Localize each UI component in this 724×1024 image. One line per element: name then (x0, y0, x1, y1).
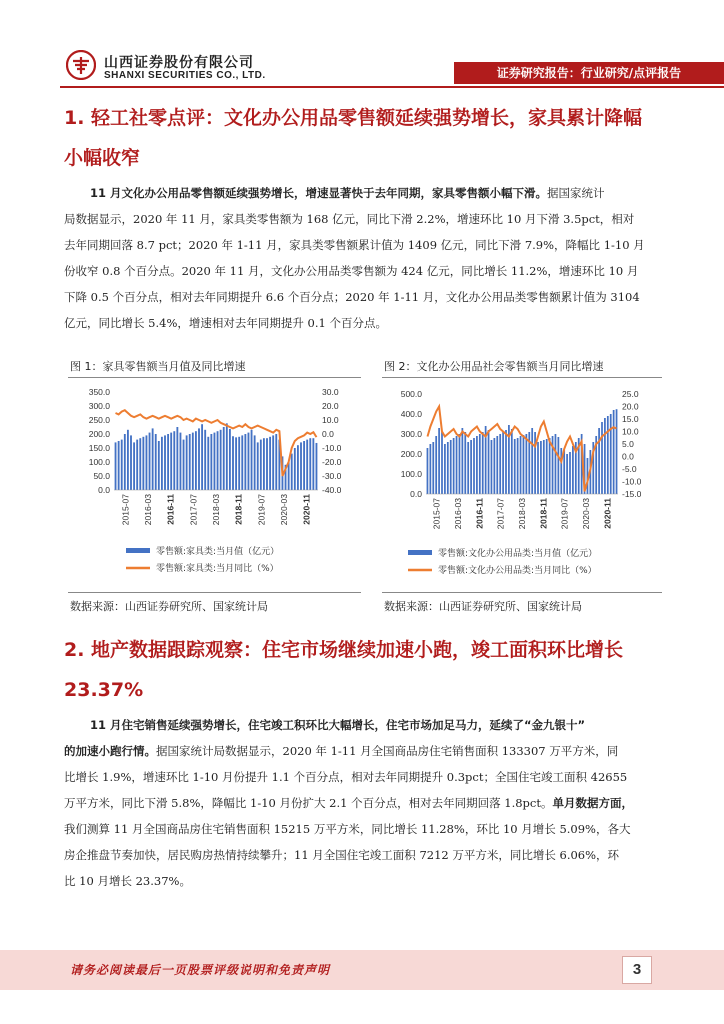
bar-value (502, 432, 504, 494)
bar-value (312, 438, 314, 490)
section2-line4: 万平方米，同比下滑 5.8%，降幅比 1-10 月份扩大 2.1 个百分点，相对去年同期回落 1.8pct。 (64, 796, 553, 810)
right-axis-tick-label: 5.0 (622, 439, 634, 449)
bar-value (214, 433, 216, 490)
bar-value (438, 428, 440, 494)
section1-title-line2: 小幅收窄 (64, 147, 141, 169)
bar-value (427, 448, 429, 494)
x-axis-tick-label: 2018-11 (538, 498, 549, 529)
bar-value (229, 429, 231, 490)
figure1-source: 数据来源：山西证券研究所、国家统计局 (70, 600, 268, 613)
section2-line3: 比增长 1.9%，增速环比 1-10 月份提升 1.1 个百分点，相对去年同期提升 0.3pct；全国住宅竣工面积 42655 (64, 770, 628, 784)
bar-value (488, 430, 490, 494)
bar-value (204, 430, 206, 490)
right-axis-tick-label: 0.0 (322, 429, 334, 439)
section1-line1: 据国家统计 (547, 186, 605, 200)
bar-value (514, 439, 516, 494)
left-axis-tick-label: 200.0 (400, 449, 422, 459)
x-axis-tick-label: 2015-07 (431, 498, 442, 530)
figure1-top-rule (68, 377, 361, 378)
left-axis-tick-label: 300.0 (88, 401, 110, 411)
section2-title (64, 630, 664, 710)
section2-lead-cont: 的加速小跑行情。 (64, 744, 156, 758)
bar-value (479, 434, 481, 494)
bar-value (297, 445, 299, 490)
page-number: 3 (622, 956, 652, 984)
x-axis-tick-label: 2017-07 (188, 494, 199, 526)
bar-value (198, 428, 200, 490)
bar-value (537, 442, 539, 494)
company-name-en: SHANXI SECURITIES CO., LTD. (104, 70, 266, 81)
figure2-title: 图 2：文化办公用品社会零售额当月同比增速 (384, 360, 604, 373)
bar-value (158, 441, 160, 490)
bar-value (127, 430, 129, 490)
bar-value (429, 444, 431, 494)
bar-value (543, 440, 545, 494)
bar-value (217, 431, 219, 490)
bar-value (183, 440, 185, 490)
bar-value (549, 438, 551, 494)
bar-value (441, 432, 443, 494)
figure1-bottom-rule (68, 592, 361, 593)
right-axis-tick-label: 0.0 (622, 451, 634, 462)
bar-value (152, 428, 154, 490)
bar-value (266, 438, 268, 490)
bar-value (555, 434, 557, 494)
bar-value (272, 435, 274, 490)
report-type-banner: 证券研究报告：行业研究/点评报告 (454, 62, 724, 84)
bar-value (201, 424, 203, 490)
header-divider (60, 86, 724, 88)
x-axis-tick-label: 2019-07 (559, 498, 570, 530)
bar-value (470, 440, 472, 494)
bar-value (511, 429, 513, 494)
bar-value (482, 432, 484, 494)
right-axis-tick-label: 20.0 (622, 401, 639, 412)
section1-title (64, 98, 664, 178)
bar-value (566, 454, 568, 494)
section2-line2: 据国家统计局数据显示，2020 年 1-11 月全国商品房住宅销售面积 133307 万平方米，同 (156, 744, 619, 758)
bar-value (476, 436, 478, 494)
bar-value (604, 418, 606, 494)
section1-line4: 份收窄 0.8 个百分点。2020 年 11 月，文化办公用品类零售额为 424 亿元，同比增长 11.2%，增速环比 10 月 (64, 264, 639, 278)
x-axis-tick-label: 2017-07 (495, 498, 506, 530)
bar-value (499, 434, 501, 494)
left-axis-tick-label: 0.0 (410, 489, 422, 499)
bar-value (517, 438, 519, 494)
left-axis-tick-label: 250.0 (88, 415, 110, 425)
bar-value (189, 434, 191, 490)
bar-value (456, 436, 458, 494)
bar-value (238, 437, 240, 490)
page-footer (0, 950, 724, 990)
left-axis-tick-label: 400.0 (400, 409, 422, 419)
bar-value (275, 434, 277, 490)
bar-value (263, 438, 265, 490)
company-name-cn: 山西证券股份有限公司 (104, 55, 254, 71)
bar-value (124, 434, 126, 490)
bar-value (607, 416, 609, 494)
bar-value (288, 462, 290, 490)
section2-line4-bold: 单月数据方面， (552, 796, 633, 810)
x-axis-tick-label: 2020-11 (301, 494, 312, 525)
bar-value (176, 427, 178, 490)
x-axis-tick-label: 2019-07 (256, 494, 267, 526)
x-axis-tick-label: 2020-03 (279, 494, 289, 526)
legend-bar-swatch (126, 548, 150, 553)
section2-title-line1: 2. 地产数据跟踪观察：住宅市场继续加速小跑，竣工面积环比增长 (64, 639, 624, 661)
bar-value (139, 438, 141, 490)
bar-value (170, 433, 172, 490)
bar-value (186, 435, 188, 490)
left-axis-tick-label: 50.0 (93, 471, 110, 481)
bar-value (540, 441, 542, 494)
right-axis-tick-label: 25.0 (622, 389, 639, 399)
footer-disclaimer: 请务必阅读最后一页股票评级说明和免责声明 (70, 963, 331, 977)
left-axis-tick-label: 500.0 (400, 389, 422, 399)
bar-value (447, 442, 449, 494)
bar-value (244, 434, 246, 490)
x-axis-tick-label: 2016-03 (453, 498, 463, 530)
bar-value (461, 428, 463, 494)
section2-lead: 11 月住宅销售延续强势增长，住宅竣工积环比大幅增长，住宅市场加足马力，延续了“金九银十” (90, 718, 586, 732)
bar-value (149, 433, 151, 490)
figure2-chart (382, 380, 662, 592)
section2-line6: 房企推盘节奏加快，居民购房热情持续攀升；11 月全国住宅竣工面积 7212 万平方米，同比增长 6.06%，环 (64, 848, 620, 862)
bar-value (610, 414, 612, 494)
bar-value (453, 438, 455, 494)
section1-title-line1: 1. 轻工社零点评：文化办公用品零售额延续强势增长，家具累计降幅 (64, 107, 643, 129)
right-axis-tick-label: 30.0 (322, 387, 339, 397)
x-axis-tick-label: 2020-11 (602, 498, 613, 529)
right-axis-tick-label: 20.0 (322, 401, 339, 411)
figure1-chart (68, 380, 361, 592)
bar-value (467, 442, 469, 494)
bar-value (598, 428, 600, 494)
section2-paragraph (64, 712, 660, 894)
bar-value (294, 448, 296, 490)
bar-value (303, 441, 305, 490)
bar-value (133, 442, 135, 490)
right-axis-tick-label: -10.0 (622, 476, 642, 487)
bar-value (241, 435, 243, 490)
bar-value (257, 442, 259, 490)
x-axis-tick-label: 2018-11 (233, 494, 244, 525)
right-axis-tick-label: -40.0 (322, 485, 342, 495)
x-axis-tick-label: 2016-11 (474, 498, 485, 529)
legend-bar-swatch (408, 550, 432, 555)
bar-value (195, 431, 197, 490)
right-axis-tick-label: -20.0 (322, 457, 342, 467)
left-axis-tick-label: 100.0 (400, 469, 422, 479)
bar-value (525, 434, 527, 494)
bar-value (432, 442, 434, 494)
bar-value (115, 442, 117, 490)
x-axis-tick-label: 2018-03 (211, 494, 221, 526)
bar-value (546, 439, 548, 494)
bar-value (173, 431, 175, 490)
x-axis-tick-label: 2018-03 (517, 498, 527, 530)
right-axis-tick-label: -5.0 (622, 464, 637, 474)
bar-value (254, 435, 256, 490)
figure2-top-rule (382, 377, 662, 378)
bar-value (444, 444, 446, 494)
section1-paragraph (64, 180, 660, 336)
right-axis-tick-label: -15.0 (622, 489, 642, 499)
x-axis-tick-label: 2016-11 (165, 494, 176, 525)
left-axis-tick-label: 350.0 (88, 387, 110, 397)
legend-line-label: 零售额:家具类:当月同比（%） (156, 564, 279, 574)
bar-value (572, 446, 574, 494)
left-axis-tick-label: 150.0 (88, 443, 110, 453)
bar-value (496, 436, 498, 494)
company-logo-icon (66, 50, 96, 80)
right-axis-tick-label: -30.0 (322, 471, 342, 481)
left-axis-tick-label: 300.0 (400, 429, 422, 439)
bar-value (613, 410, 615, 494)
bar-value (161, 437, 163, 490)
bar-value (557, 437, 559, 494)
section1-line3: 去年同期回落 8.7 pct；2020 年 1-11 月，家具类零售额累计值为 1409 亿元，同比下滑 7.9%，降幅比 1-10 月 (64, 238, 645, 252)
bar-value (269, 437, 271, 490)
bar-value (220, 430, 222, 490)
bar-value (531, 428, 533, 494)
left-axis-tick-label: 200.0 (88, 429, 110, 439)
bar-value (155, 434, 157, 490)
bar-value (207, 437, 209, 490)
bar-value (520, 436, 522, 494)
bar-value (493, 438, 495, 494)
figure2-source: 数据来源：山西证券研究所、国家统计局 (384, 600, 582, 613)
legend-line-label: 零售额:文化办公用品类:当月同比（%） (438, 566, 597, 576)
bar-value (164, 435, 166, 490)
bar-value (142, 437, 144, 490)
bar-value (459, 434, 461, 494)
bar-value (523, 435, 525, 494)
bar-value (251, 430, 253, 490)
bar-value (569, 452, 571, 494)
bar-value (464, 432, 466, 494)
bar-value (601, 422, 603, 494)
bar-value (136, 440, 138, 490)
bar-value (235, 437, 237, 490)
bar-value (450, 440, 452, 494)
bar-value (167, 434, 169, 490)
bar-value (130, 435, 132, 490)
bar-value (300, 442, 302, 490)
section1-lead: 11 月文化办公用品零售额延续强势增长，增速显著快于去年同期，家具零售额小幅下滑。 (90, 186, 548, 200)
section2-title-line2: 23.37% (64, 679, 144, 701)
bar-value (306, 440, 308, 490)
x-axis-tick-label: 2015-07 (120, 494, 131, 526)
bar-value (616, 409, 618, 494)
bar-value (435, 436, 437, 494)
bar-value (146, 435, 148, 490)
figure1-title: 图 1：家具零售额当月值及同比增速 (70, 360, 246, 373)
bar-value (473, 438, 475, 494)
bar-value (316, 443, 318, 490)
x-axis-tick-label: 2020-03 (581, 498, 591, 530)
right-axis-tick-label: 15.0 (622, 414, 639, 424)
bar-value (210, 434, 212, 490)
section2-line7: 比 10 月增长 23.37%。 (64, 874, 191, 888)
bar-value (118, 441, 120, 490)
bar-value (309, 438, 311, 490)
bar-value (180, 433, 182, 490)
section1-line2: 局数据显示，2020 年 11 月，家具类零售额为 168 亿元，同比下滑 2.2%，增速环比 10 月下滑 3.5pct，相对 (64, 212, 635, 226)
bar-value (491, 440, 493, 494)
bar-value (121, 440, 123, 490)
figure2-bottom-rule (382, 592, 662, 593)
bar-value (232, 436, 234, 490)
bar-value (563, 450, 565, 494)
right-axis-tick-label: -10.0 (322, 443, 342, 453)
section2-line5: 我们测算 11 月全国商品房住宅销售面积 15215 万平方米，同比增长 11.28%，环比 10 月增长 5.09%，各大 (64, 822, 631, 836)
bar-value (223, 427, 225, 490)
bar-value (505, 430, 507, 494)
legend-bar-label: 零售额:文化办公用品类:当月值（亿元） (438, 549, 598, 559)
legend-bar-label: 零售额:家具类:当月值（亿元） (156, 547, 280, 557)
bar-value (248, 433, 250, 490)
bar-value (260, 440, 262, 490)
bar-value (226, 423, 228, 490)
right-axis-tick-label: 10.0 (322, 415, 339, 425)
section1-line6: 亿元，同比增长 5.4%，增速相对去年同期提升 0.1 个百分点。 (64, 316, 387, 330)
page-header (0, 0, 724, 90)
bar-value (192, 433, 194, 490)
x-axis-tick-label: 2016-03 (143, 494, 153, 526)
left-axis-tick-label: 100.0 (88, 457, 110, 467)
bar-value (291, 454, 293, 490)
section1-line5: 下降 0.5 个百分点，相对去年同期提升 6.6 个百分点；2020 年 1-11 月，文化办公用品类零售额累计值为 3104 (64, 290, 640, 304)
right-axis-tick-label: 10.0 (622, 426, 639, 437)
left-axis-tick-label: 0.0 (98, 485, 110, 495)
